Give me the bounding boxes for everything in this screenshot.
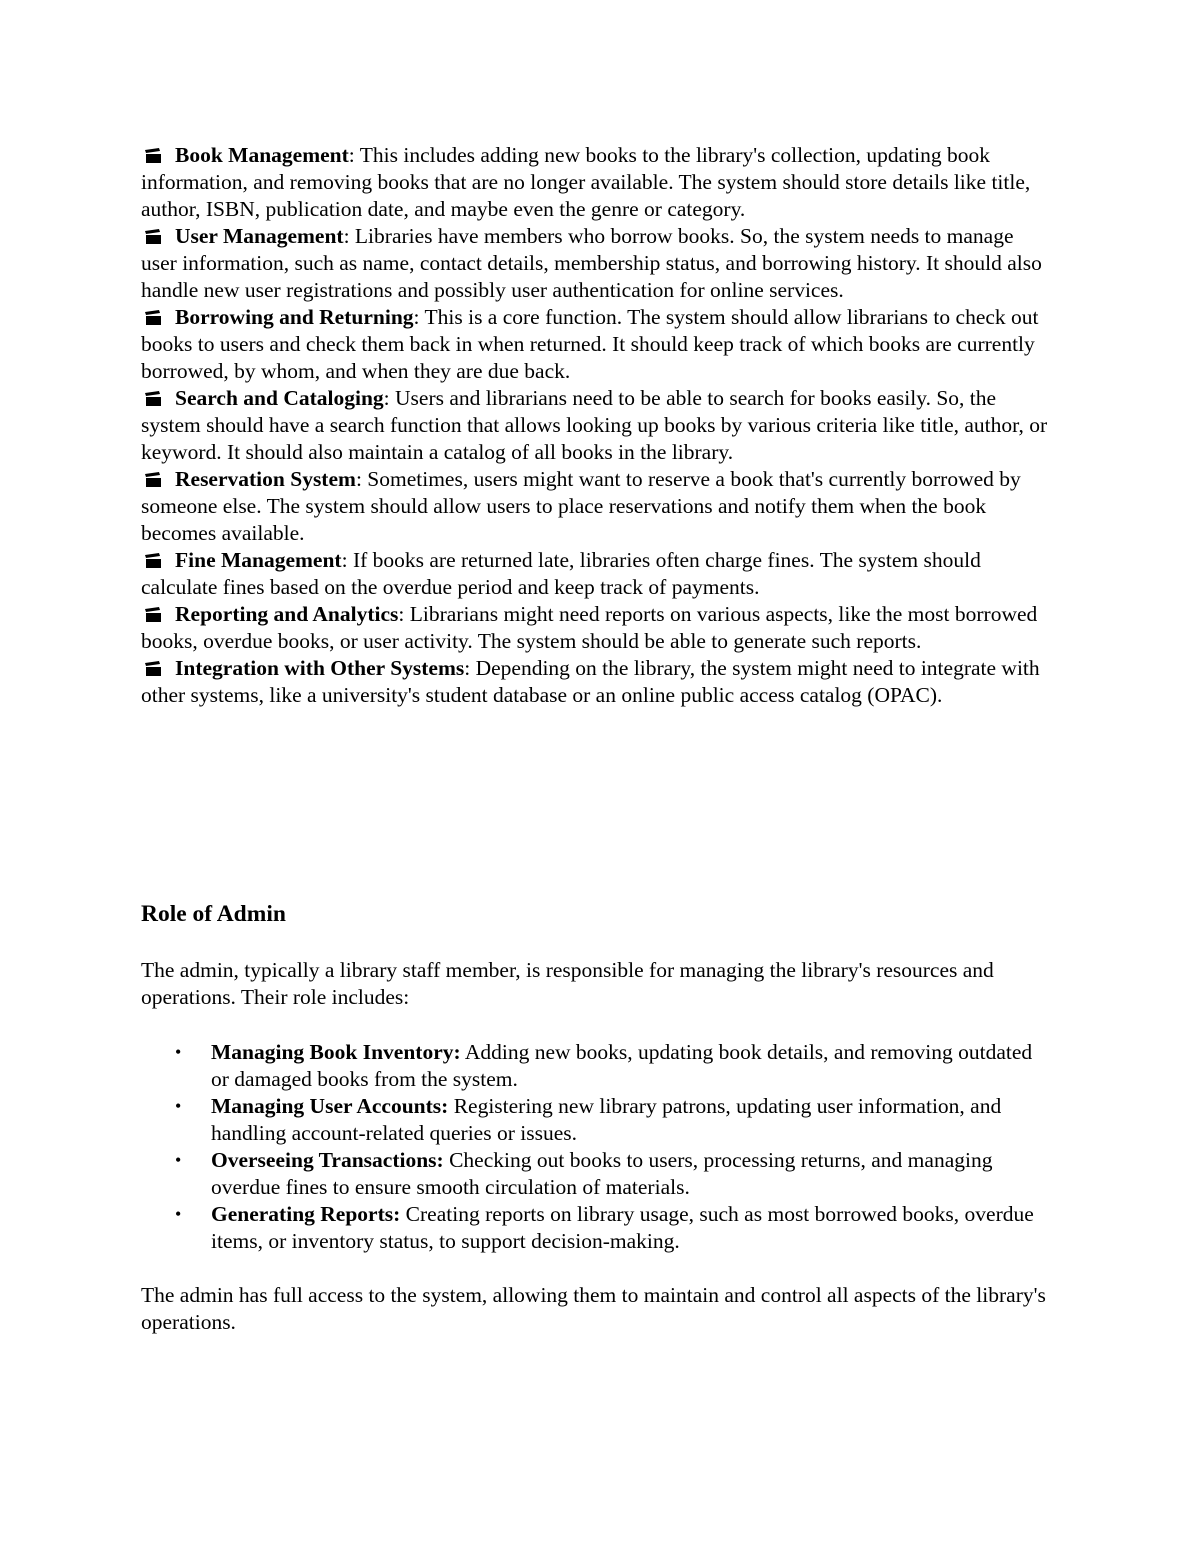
bullet-icon: •	[175, 1150, 182, 1170]
clapperboard-icon	[143, 553, 163, 569]
feature-item	[141, 547, 1053, 601]
role-text: Registering new library patrons, updating user information, and handling account-related queries or issues.	[211, 1094, 1002, 1145]
section-heading: Role of Admin	[141, 901, 286, 927]
list-item	[141, 1093, 1053, 1147]
role-title: Managing User Accounts:	[211, 1094, 449, 1118]
admin-role-list	[141, 1039, 1053, 1255]
clapperboard-icon	[143, 391, 163, 407]
bullet-icon: •	[175, 1096, 182, 1116]
feature-item	[141, 304, 1053, 385]
list-item	[141, 1147, 1053, 1201]
feature-item	[141, 466, 1053, 547]
feature-list	[141, 142, 1053, 709]
list-item	[141, 1201, 1053, 1255]
feature-text: : Libraries have members who borrow books. So, the system needs to manage user information, such as name, contact details, membership status, and borrowing history. It should also handle new user registrations and possibly user authentication for online services.	[141, 224, 1042, 302]
feature-text: : This is a core function. The system should allow librarians to check out books to users and check them back in when returned. It should keep track of which books are currently borrowed, by whom, and when they are due back.	[141, 305, 1039, 383]
feature-text: : This includes adding new books to the library's collection, updating book information, and removing books that are no longer available. The system should store details like title, author, ISBN, publication date, and maybe even the genre or category.	[141, 143, 1031, 221]
clapperboard-icon	[143, 472, 163, 488]
feature-item	[141, 655, 1053, 709]
clapperboard-icon	[143, 607, 163, 623]
feature-title: Search and Cataloging	[175, 386, 384, 410]
feature-item	[141, 601, 1053, 655]
admin-closing-paragraph: The admin has full access to the system, allowing them to maintain and control all aspects of the library's operations.	[141, 1283, 1046, 1334]
feature-item	[141, 142, 1053, 223]
role-title: Generating Reports:	[211, 1202, 401, 1226]
list-item	[141, 1039, 1053, 1093]
feature-text: : Librarians might need reports on various aspects, like the most borrowed books, overdue books, or user activity. The system should be able to generate such reports.	[141, 602, 1038, 653]
feature-title: Fine Management	[175, 548, 342, 572]
role-title: Managing Book Inventory:	[211, 1040, 461, 1064]
feature-title: Reservation System	[175, 467, 356, 491]
feature-title: Borrowing and Returning	[175, 305, 414, 329]
feature-title: User Management	[175, 224, 344, 248]
feature-text: : Users and librarians need to be able to search for books easily. So, the system should have a search function that allows looking up books by various criteria like title, author, or keyword. It should also maintain a catalog of all books in the library.	[141, 386, 1048, 464]
clapperboard-icon	[143, 148, 163, 164]
feature-text: : Sometimes, users might want to reserve a book that's currently borrowed by someone else. The system should allow users to place reservations and notify them when the book becomes available.	[141, 467, 1021, 545]
feature-item	[141, 223, 1053, 304]
admin-intro-paragraph: The admin, typically a library staff member, is responsible for managing the library's resources and operations. Their role includes:	[141, 958, 994, 1009]
bullet-icon: •	[175, 1042, 182, 1062]
feature-item	[141, 385, 1053, 466]
feature-text: : If books are returned late, libraries often charge fines. The system should calculate fines based on the overdue period and keep track of payments.	[141, 548, 981, 599]
feature-title: Book Management	[175, 143, 349, 167]
role-text: Checking out books to users, processing returns, and managing overdue fines to ensure smooth circulation of materials.	[211, 1148, 993, 1199]
feature-title: Integration with Other Systems	[175, 656, 465, 680]
role-text: Creating reports on library usage, such as most borrowed books, overdue items, or inventory status, to support decision-making.	[211, 1202, 1034, 1253]
role-title: Overseeing Transactions:	[211, 1148, 444, 1172]
feature-text: : Depending on the library, the system might need to integrate with other systems, like a university's student database or an online public access catalog (OPAC).	[141, 656, 1040, 707]
document-page	[141, 142, 1053, 709]
bullet-icon: •	[175, 1204, 182, 1224]
feature-title: Reporting and Analytics	[175, 602, 399, 626]
role-text: Adding new books, updating book details, and removing outdated or damaged books from the system.	[211, 1040, 1033, 1091]
clapperboard-icon	[143, 661, 163, 677]
clapperboard-icon	[143, 310, 163, 326]
clapperboard-icon	[143, 229, 163, 245]
